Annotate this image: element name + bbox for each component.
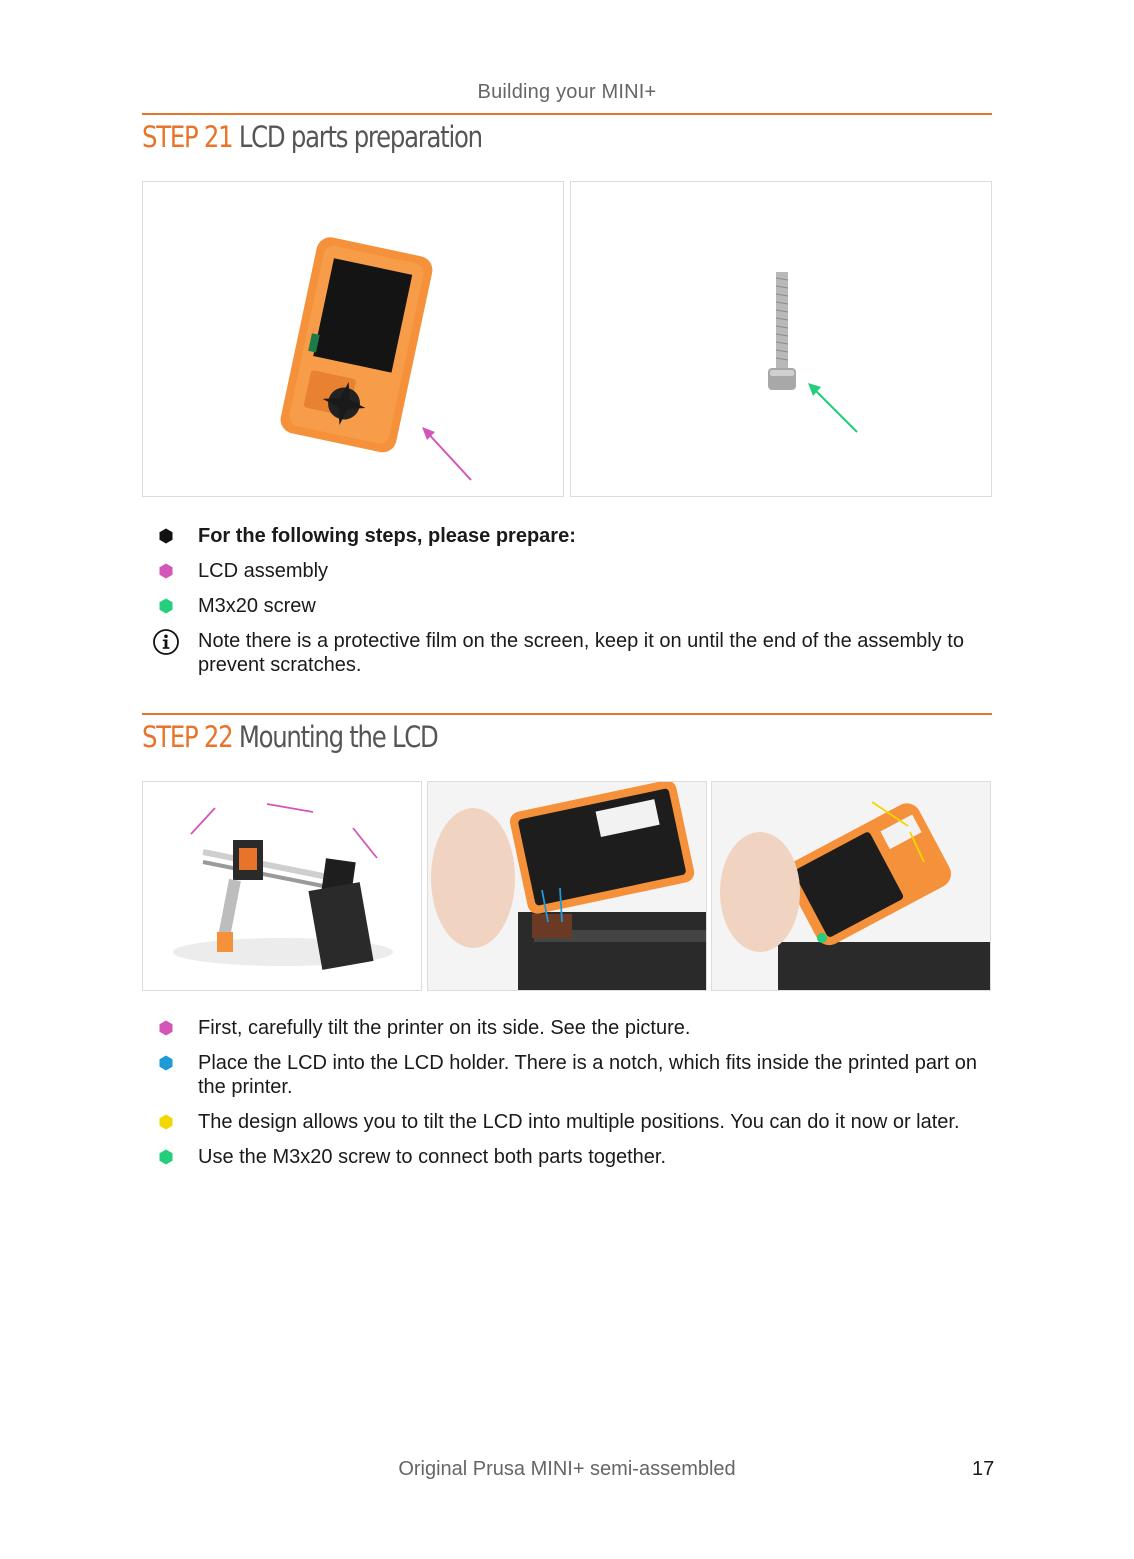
step22-heading [142,720,438,754]
tilted-printer-photo [142,781,422,991]
green-hexagon-icon [158,598,174,614]
step22-item: The design allows you to tilt the LCD into multiple positions. You can do it now or later. [152,1110,982,1134]
lcd-holder-photo [427,781,707,991]
step21-item: M3x20 screw [152,594,982,618]
lcd-assembly-photo [142,181,564,497]
magenta-hexagon-icon [158,563,174,579]
step21-number: STEP 21 [142,120,233,154]
step21-item: For the following steps, please prepare: [152,524,982,548]
step22-instructions [152,1016,982,1180]
step22-item: Place the LCD into the LCD holder. There is a notch, which fits inside the printed part on the printer. [152,1051,982,1099]
step22-title: Mounting the LCD [238,720,438,754]
step21-heading [142,120,482,154]
step21-rule [142,113,992,115]
m3x20-screw-photo [570,181,992,497]
yellow-hexagon-icon [158,1114,174,1130]
step21-title: LCD parts preparation [238,120,482,154]
step21-instructions [152,524,982,688]
black-hexagon-icon [158,528,174,544]
running-header: Building your MINI+ [477,81,657,103]
magenta-hexagon-icon [158,1020,174,1036]
green-hexagon-icon [158,1149,174,1165]
step21-item: LCD assembly [152,559,982,583]
step22-rule [142,713,992,715]
info-icon [152,628,180,656]
lcd-tilt-screw-photo [711,781,991,991]
footer-title: Original Prusa MINI+ semi-assembled [398,1458,736,1480]
step21-item: Note there is a protective film on the screen, keep it on until the end of the assembly to prevent scratches. [152,629,982,677]
blue-hexagon-icon [158,1055,174,1071]
page-number: 17 [972,1458,995,1480]
step22-item: First, carefully tilt the printer on its side. See the picture. [152,1016,982,1040]
step22-number: STEP 22 [142,720,233,754]
step22-item: Use the M3x20 screw to connect both parts together. [152,1145,982,1169]
